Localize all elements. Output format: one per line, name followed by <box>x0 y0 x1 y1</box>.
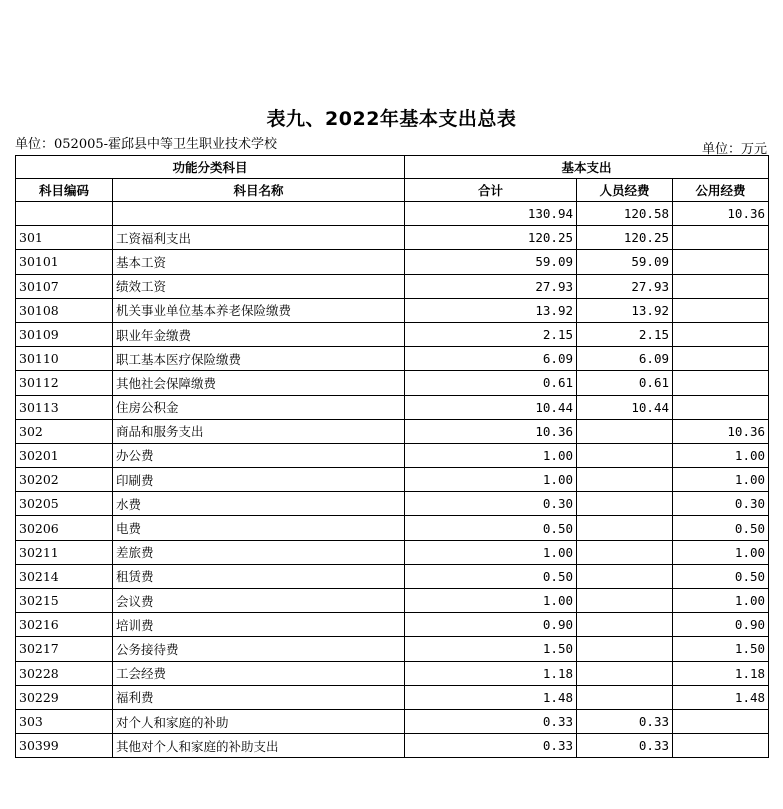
cell-code: 30201 <box>16 443 113 467</box>
cell-code: 30217 <box>16 637 113 661</box>
cell-personnel: 6.09 <box>577 347 673 371</box>
cell-personnel: 120.58 <box>577 202 673 226</box>
unit-label-right: 单位：万元 <box>701 142 767 157</box>
cell-code: 30113 <box>16 395 113 419</box>
cell-code: 30110 <box>16 347 113 371</box>
cell-public <box>673 298 769 322</box>
cell-total: 0.50 <box>405 516 577 540</box>
cell-name: 绩效工资 <box>113 274 405 298</box>
cell-name: 其他对个人和家庭的补助支出 <box>113 734 405 758</box>
cell-personnel <box>577 685 673 709</box>
cell-public: 1.48 <box>673 685 769 709</box>
table-row <box>16 564 769 588</box>
cell-total: 1.18 <box>405 661 577 685</box>
cell-name: 会议费 <box>113 589 405 613</box>
cell-name: 住房公积金 <box>113 395 405 419</box>
cell-personnel <box>577 613 673 637</box>
cell-public <box>673 709 769 733</box>
cell-public <box>673 395 769 419</box>
cell-name: 福利费 <box>113 685 405 709</box>
table-row <box>16 226 769 250</box>
cell-public: 0.90 <box>673 613 769 637</box>
cell-total: 10.36 <box>405 419 577 443</box>
cell-code: 301 <box>16 226 113 250</box>
cell-personnel <box>577 564 673 588</box>
table-row <box>16 371 769 395</box>
cell-total: 120.25 <box>405 226 577 250</box>
cell-personnel: 0.33 <box>577 734 673 758</box>
header-code: 科目编码 <box>16 179 113 202</box>
cell-code: 30215 <box>16 589 113 613</box>
cell-name: 公务接待费 <box>113 637 405 661</box>
cell-code: 30202 <box>16 468 113 492</box>
cell-personnel <box>577 443 673 467</box>
cell-code <box>16 202 113 226</box>
cell-name: 办公费 <box>113 443 405 467</box>
cell-public: 1.00 <box>673 443 769 467</box>
cell-total: 0.90 <box>405 613 577 637</box>
table-row <box>16 250 769 274</box>
cell-code: 30108 <box>16 298 113 322</box>
header-name: 科目名称 <box>113 179 405 202</box>
cell-code: 30205 <box>16 492 113 516</box>
table-row <box>16 637 769 661</box>
cell-total: 1.00 <box>405 468 577 492</box>
cell-public: 0.50 <box>673 564 769 588</box>
cell-personnel <box>577 492 673 516</box>
cell-personnel: 13.92 <box>577 298 673 322</box>
header-public: 公用经费 <box>673 179 769 202</box>
cell-personnel <box>577 589 673 613</box>
table-row <box>16 322 769 346</box>
cell-total: 27.93 <box>405 274 577 298</box>
table-row <box>16 613 769 637</box>
table-row <box>16 274 769 298</box>
cell-name: 职业年金缴费 <box>113 322 405 346</box>
cell-name <box>113 202 405 226</box>
cell-total: 0.33 <box>405 709 577 733</box>
cell-personnel <box>577 661 673 685</box>
header-personnel: 人员经费 <box>577 179 673 202</box>
cell-name: 培训费 <box>113 613 405 637</box>
header-basic-expenditure: 基本支出 <box>405 156 769 179</box>
cell-public <box>673 226 769 250</box>
table-row <box>16 516 769 540</box>
cell-code: 303 <box>16 709 113 733</box>
cell-public: 1.00 <box>673 589 769 613</box>
cell-public <box>673 734 769 758</box>
cell-public: 0.30 <box>673 492 769 516</box>
table-row <box>16 685 769 709</box>
cell-public: 10.36 <box>673 202 769 226</box>
cell-name: 对个人和家庭的补助 <box>113 709 405 733</box>
cell-name: 水费 <box>113 492 405 516</box>
cell-name: 电费 <box>113 516 405 540</box>
cell-code: 30112 <box>16 371 113 395</box>
cell-personnel <box>577 637 673 661</box>
cell-personnel: 27.93 <box>577 274 673 298</box>
cell-total: 59.09 <box>405 250 577 274</box>
cell-total: 0.61 <box>405 371 577 395</box>
cell-code: 30216 <box>16 613 113 637</box>
unit-label-left: 单位：052005-霍邱县中等卫生职业技术学校 <box>15 137 278 152</box>
cell-public: 1.18 <box>673 661 769 685</box>
cell-total: 0.33 <box>405 734 577 758</box>
cell-code: 30211 <box>16 540 113 564</box>
table-row <box>16 419 769 443</box>
cell-total: 10.44 <box>405 395 577 419</box>
cell-personnel: 120.25 <box>577 226 673 250</box>
cell-public <box>673 274 769 298</box>
page-title: 表九、2022年基本支出总表 <box>266 108 517 130</box>
cell-public: 1.50 <box>673 637 769 661</box>
cell-total: 0.30 <box>405 492 577 516</box>
cell-name: 商品和服务支出 <box>113 419 405 443</box>
cell-total: 1.00 <box>405 540 577 564</box>
cell-code: 30399 <box>16 734 113 758</box>
cell-code: 30228 <box>16 661 113 685</box>
table-row <box>16 443 769 467</box>
cell-total: 6.09 <box>405 347 577 371</box>
cell-personnel <box>577 419 673 443</box>
cell-public: 10.36 <box>673 419 769 443</box>
cell-name: 机关事业单位基本养老保险缴费 <box>113 298 405 322</box>
table-row <box>16 661 769 685</box>
cell-personnel: 59.09 <box>577 250 673 274</box>
table-body <box>16 202 769 758</box>
cell-public <box>673 347 769 371</box>
cell-total: 1.48 <box>405 685 577 709</box>
cell-public <box>673 322 769 346</box>
table-row <box>16 395 769 419</box>
cell-code: 302 <box>16 419 113 443</box>
table-row <box>16 734 769 758</box>
expenditure-table <box>15 155 769 758</box>
table-row <box>16 709 769 733</box>
cell-personnel <box>577 540 673 564</box>
cell-name: 工会经费 <box>113 661 405 685</box>
cell-total: 2.15 <box>405 322 577 346</box>
cell-name: 租赁费 <box>113 564 405 588</box>
cell-total: 1.00 <box>405 589 577 613</box>
cell-code: 30101 <box>16 250 113 274</box>
cell-public: 1.00 <box>673 540 769 564</box>
cell-code: 30229 <box>16 685 113 709</box>
cell-public <box>673 371 769 395</box>
cell-public: 1.00 <box>673 468 769 492</box>
cell-name: 工资福利支出 <box>113 226 405 250</box>
cell-personnel <box>577 468 673 492</box>
cell-personnel: 10.44 <box>577 395 673 419</box>
cell-public <box>673 250 769 274</box>
header-functional-category: 功能分类科目 <box>16 156 405 179</box>
cell-public: 0.50 <box>673 516 769 540</box>
table-row <box>16 468 769 492</box>
cell-name: 职工基本医疗保险缴费 <box>113 347 405 371</box>
table-row <box>16 298 769 322</box>
cell-personnel: 0.33 <box>577 709 673 733</box>
cell-code: 30214 <box>16 564 113 588</box>
cell-personnel <box>577 516 673 540</box>
cell-name: 差旅费 <box>113 540 405 564</box>
table-row <box>16 202 769 226</box>
cell-total: 0.50 <box>405 564 577 588</box>
header-total: 合计 <box>405 179 577 202</box>
cell-name: 其他社会保障缴费 <box>113 371 405 395</box>
cell-total: 1.50 <box>405 637 577 661</box>
table-row <box>16 540 769 564</box>
table-row <box>16 347 769 371</box>
cell-code: 30109 <box>16 322 113 346</box>
cell-total: 13.92 <box>405 298 577 322</box>
cell-name: 基本工资 <box>113 250 405 274</box>
cell-personnel: 0.61 <box>577 371 673 395</box>
cell-name: 印刷费 <box>113 468 405 492</box>
cell-code: 30206 <box>16 516 113 540</box>
cell-personnel: 2.15 <box>577 322 673 346</box>
cell-total: 1.00 <box>405 443 577 467</box>
table-row <box>16 589 769 613</box>
cell-total: 130.94 <box>405 202 577 226</box>
table-row <box>16 492 769 516</box>
cell-code: 30107 <box>16 274 113 298</box>
